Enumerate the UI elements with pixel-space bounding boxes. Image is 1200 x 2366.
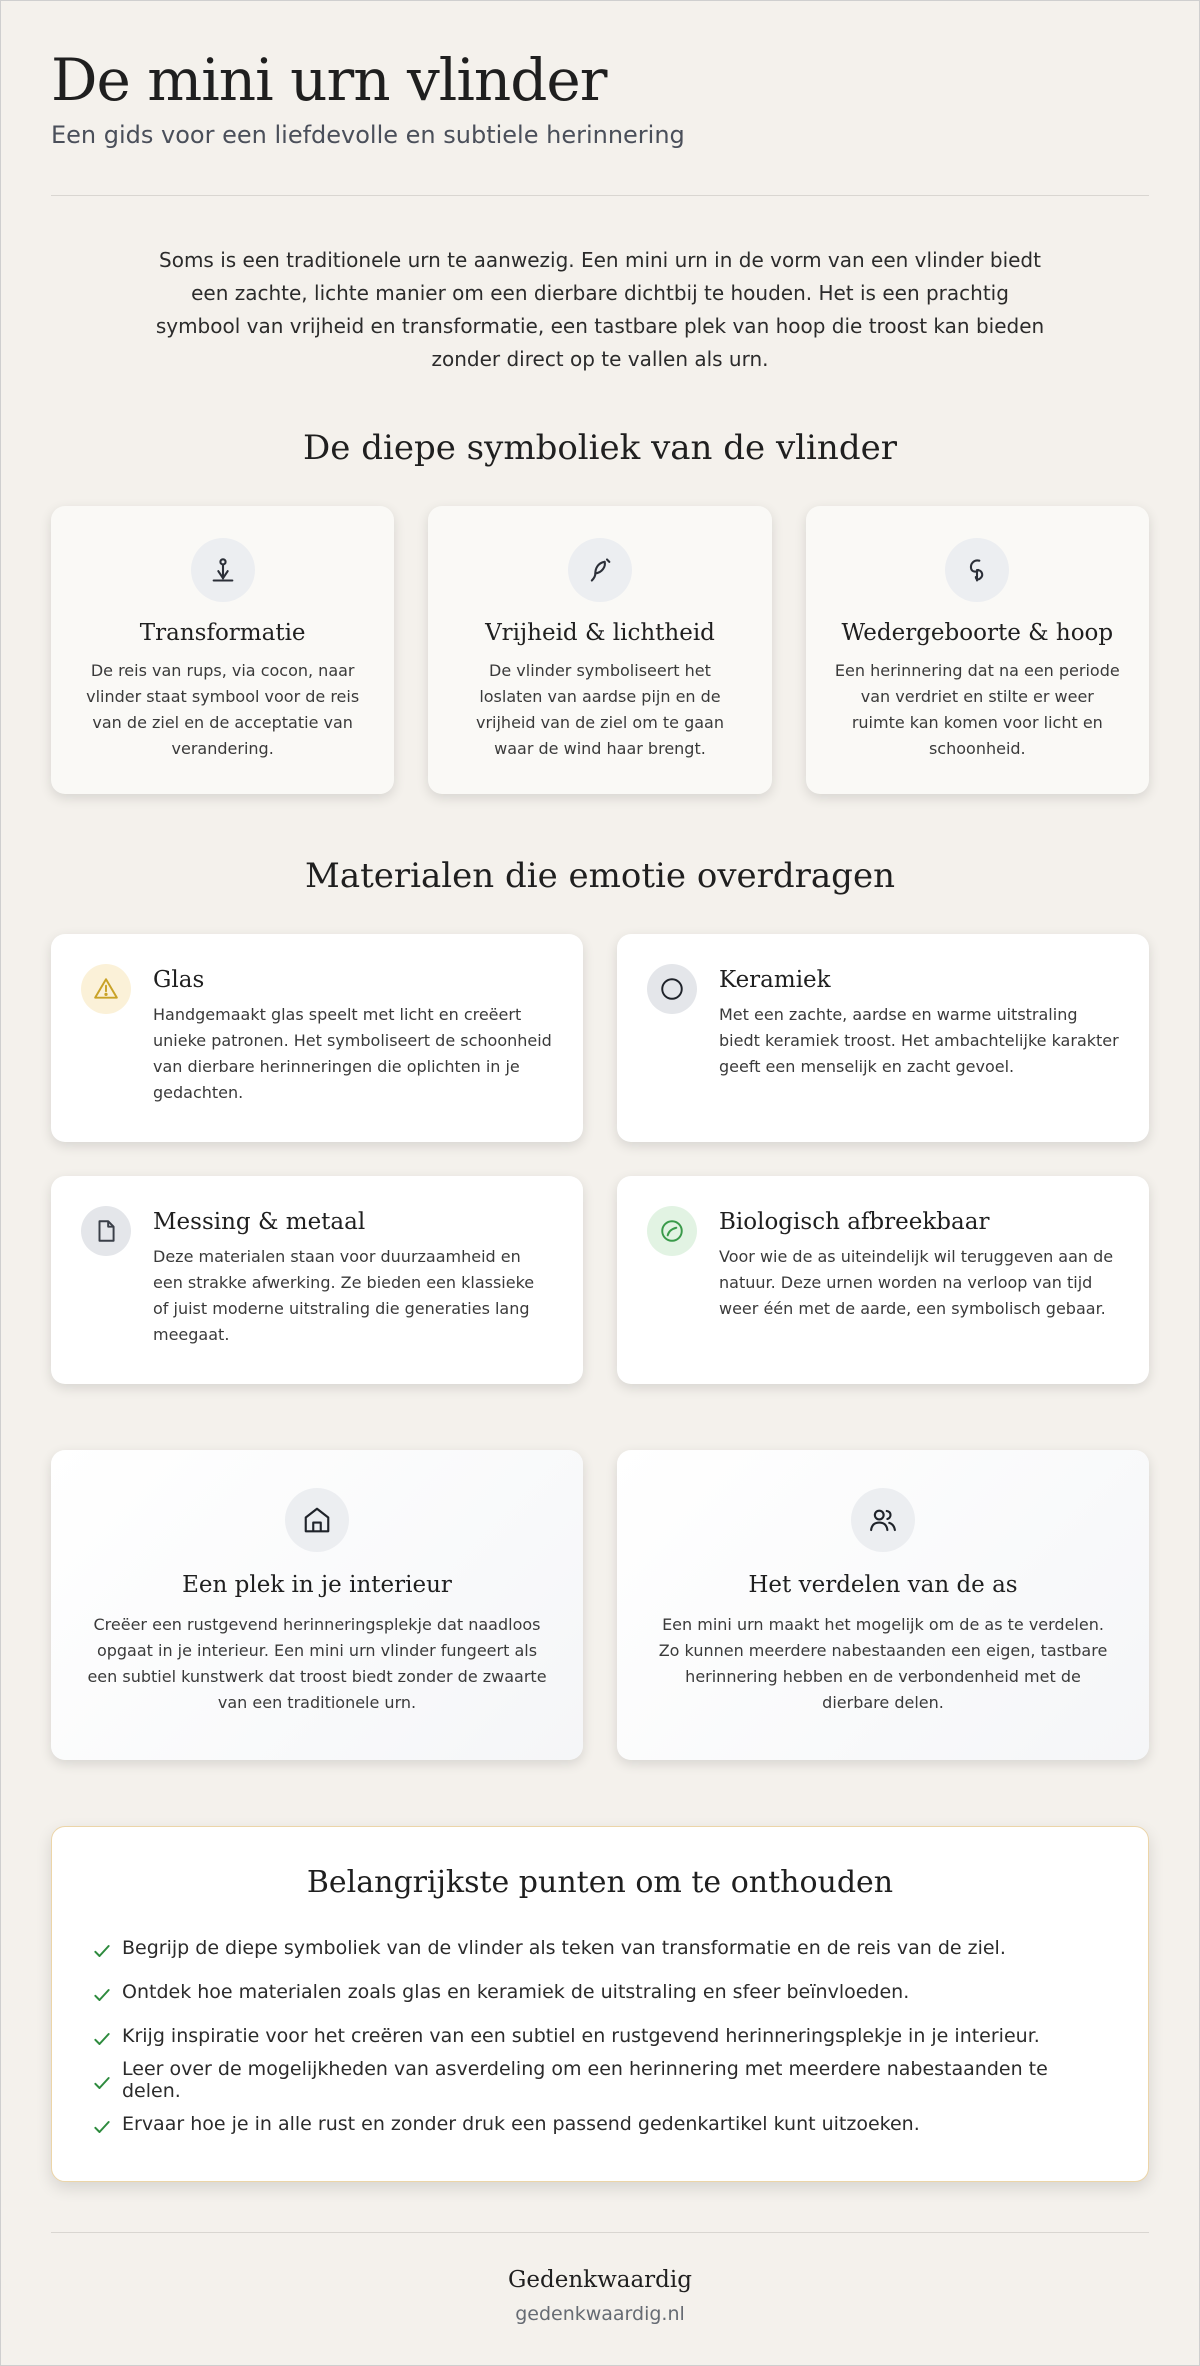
key-points-box: [51, 1826, 1149, 2182]
check-icon: [92, 2117, 122, 2137]
material-text: Voor wie de as uiteindelijk wil teruggeven aan de natuur. Deze urnen worden na verloop van tijd weer één met de aarde, een symbolisch gebaar.: [719, 1247, 1114, 1318]
symbol-card-title: Transformatie: [139, 620, 306, 646]
material-title: Keramiek: [719, 967, 831, 993]
footer: [51, 2233, 1149, 2325]
symbol-card-wedergeboorte: [806, 506, 1149, 794]
glass-icon: [81, 964, 131, 1014]
feature-text: Creëer een rustgevend herinneringsplekje dat naadloos opgaat in je interieur. Een mini urn vlinder fungeert als een subtiel kunstwerk dat troost biedt zonder de zwaarte van een traditionele urn.: [87, 1615, 547, 1712]
home-icon: [285, 1488, 349, 1552]
material-text: Handgemaakt glas speelt met licht en creëert unieke patronen. Het symboliseert de schoonheid van dierbare herinneringen die oplichten in je gedachten.: [153, 1005, 552, 1102]
symbol-card-title: Wedergeboorte & hoop: [841, 620, 1114, 646]
page-title: De mini urn vlinder: [51, 46, 607, 114]
symbolism-title: De diepe symboliek van de vlinder: [303, 428, 897, 468]
symbol-card-text: De reis van rups, via cocon, naar vlinder staat symbool voor de reis van de ziel en de acceptatie van verandering.: [86, 661, 360, 758]
symbol-card-transformatie: [51, 506, 394, 794]
material-card-biologisch: [617, 1176, 1149, 1384]
users-icon: [851, 1488, 915, 1552]
check-icon: [92, 1985, 122, 2005]
list-item: [92, 2058, 1108, 2102]
material-card-messing: [51, 1176, 583, 1384]
list-item: [92, 2014, 1108, 2058]
list-item: [92, 1970, 1108, 2014]
feature-card-interieur: [51, 1450, 583, 1760]
rebirth-icon: [945, 538, 1009, 602]
header: [51, 1, 1149, 149]
ceramic-icon: [647, 964, 697, 1014]
check-icon: [92, 2029, 122, 2049]
divider: [51, 195, 1149, 196]
feature-text: Een mini urn maakt het mogelijk om de as te verdelen. Zo kunnen meerdere nabestaanden een eigen, tastbare herinnering hebben en de verbondenheid met de dierbare delen.: [658, 1615, 1108, 1712]
key-point-text: Ervaar hoe je in alle rust en zonder druk een passend gedenkartikel kunt uitzoeken.: [122, 2113, 920, 2135]
material-title: Messing & metaal: [153, 1209, 366, 1235]
anchor-icon: [191, 538, 255, 602]
key-point-text: Leer over de mogelijkheden van asverdeling om een herinnering met meerdere nabestaanden te delen.: [122, 2058, 1048, 2102]
material-card-glas: [51, 934, 583, 1142]
symbolism-section: [51, 428, 1149, 794]
key-point-text: Ontdek hoe materialen zoals glas en keramiek de uitstraling en sfeer beïnvloeden.: [122, 1981, 910, 2003]
check-icon: [92, 2073, 122, 2093]
material-card-keramiek: [617, 934, 1149, 1142]
symbol-card-text: De vlinder symboliseert het loslaten van aardse pijn en de vrijheid van de ziel om te gaan waar de wind haar brengt.: [475, 661, 724, 758]
feature-card-verdelen: [617, 1450, 1149, 1760]
material-title: Biologisch afbreekbaar: [719, 1209, 990, 1235]
feature-title: Een plek in je interieur: [182, 1572, 452, 1598]
symbol-card-title: Vrijheid & lichtheid: [485, 620, 715, 646]
footer-url-link[interactable]: gedenkwaardig.nl: [515, 2303, 685, 2325]
page-subtitle: Een gids voor een liefdevolle en subtiele herinnering: [51, 121, 685, 149]
metal-icon: [81, 1206, 131, 1256]
materials-title: Materialen die emotie overdragen: [305, 856, 895, 896]
list-item: [92, 1926, 1108, 1970]
feature-title: Het verdelen van de as: [748, 1572, 1018, 1598]
list-item: [92, 2102, 1108, 2146]
key-points-list: [92, 1926, 1108, 2146]
leaf-icon: [647, 1206, 697, 1256]
material-text: Deze materialen staan voor duurzaamheid en een strakke afwerking. Ze bieden een klassieke of juist moderne uitstraling die generaties lang meegaat.: [153, 1247, 535, 1344]
check-icon: [92, 1941, 122, 1961]
materials-section: [51, 856, 1149, 1384]
footer-brand: Gedenkwaardig: [508, 2267, 692, 2293]
intro-paragraph: Soms is een traditionele urn te aanwezig. Een mini urn in de vorm van een vlinder biedt een zachte, lichte manier om een dierbare dichtbij te houden. Het is een prachtig symbool van vrijheid en transformatie, een tastbare plek van hoop die troost kan bieden zonder direct op te vallen als urn.: [155, 248, 1045, 371]
material-title: Glas: [153, 967, 205, 993]
features-section: [51, 1450, 1149, 1760]
key-point-text: Begrijp de diepe symboliek van de vlinder als teken van transformatie en de reis van de ziel.: [122, 1937, 1006, 1959]
key-point-text: Krijg inspiratie voor het creëren van een subtiel en rustgevend herinneringsplekje in je interieur.: [122, 2025, 1040, 2047]
symbol-card-text: Een herinnering dat na een periode van verdriet en stilte er weer ruimte kan komen voor licht en schoonheid.: [834, 661, 1120, 758]
feather-icon: [568, 538, 632, 602]
key-points-title: Belangrijkste punten om te onthouden: [306, 1865, 894, 1900]
symbol-card-vrijheid: [428, 506, 771, 794]
material-text: Met een zachte, aardse en warme uitstraling biedt keramiek troost. Het ambachtelijke karakter geeft een menselijk en zacht gevoel.: [719, 1005, 1119, 1076]
